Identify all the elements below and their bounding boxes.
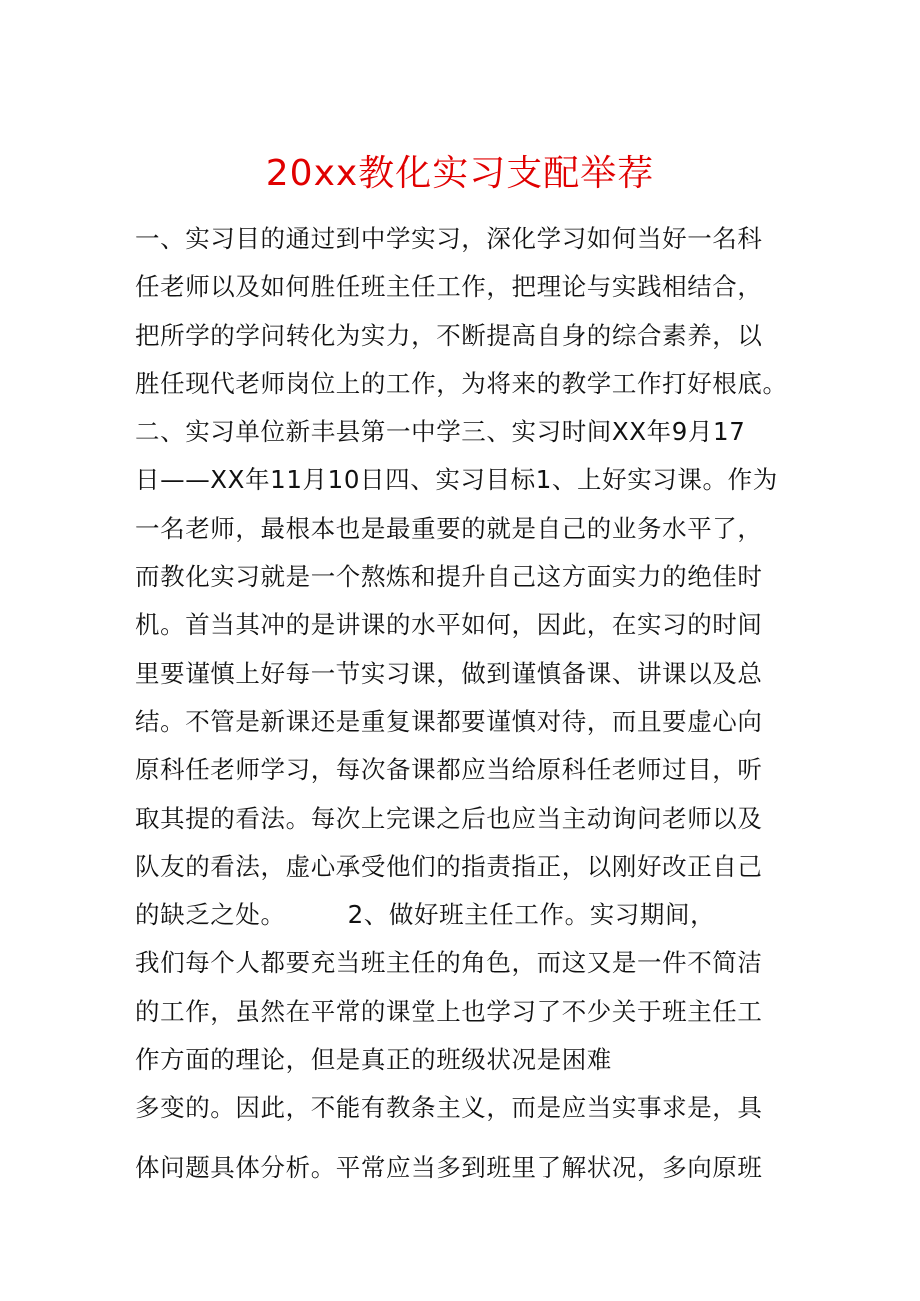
body-line-end: 2、做好班主任工作。实习期间， [347,900,716,930]
body-line: 日——XX年11月10日四、实习目标1、上好实习课。作为 [135,465,778,495]
body-line: 任老师以及如何胜任班主任工作，把理论与实践相结合， [135,272,763,302]
document-body [135,215,815,1240]
body-line: 机。首当其冲的是讲课的水平如何，因此，在实习的时间 [135,610,763,640]
body-line: 的工作，虽然在平常的课堂上也学习了不少关于班主任工 [135,996,763,1026]
body-line: 结。不管是新课还是重复课都要谨慎对待，而且要虚心向 [135,706,763,736]
body-line: 把所学的学问转化为实力，不断提高自身的综合素养，以 [135,320,763,350]
document-title: 20xx教化实习支配举荐 [265,153,655,194]
body-line: 里要谨慎上好每一节实习课，做到谨慎备课、讲课以及总 [135,658,763,688]
body-line [135,1192,815,1240]
body-line: 体问题具体分析。平常应当多到班里了解状况，多向原班 [135,1152,763,1182]
body-line: 我们每个人都要充当班主任的角色，而这又是一件不简洁 [135,948,763,978]
body-line: 取其提的看法。每次上完课之后也应当主动询问老师以及 [135,803,763,833]
body-line: 队友的看法，虚心承受他们的指责指正，以刚好改正自己 [135,851,763,881]
body-line: 原科任老师学习，每次备课都应当给原科任老师过目，听 [135,755,763,785]
body-line: 而教化实习就是一个熬炼和提升自己这方面实力的绝佳时 [135,562,763,592]
body-line: 作方面的理论，但是真正的班级状况是困难 [135,1045,612,1075]
body-line: 二、实习单位新丰县第一中学三、实习时间XX年9月17 [135,417,746,447]
body-line: 一名老师，最根本也是最重要的就是自己的业务水平了， [135,513,763,543]
body-line: 多变的。因此，不能有教条主义，而是应当实事求是，具 [135,1093,763,1123]
body-line: 胜任现代老师岗位上的工作，为将来的教学工作打好根底。 [135,368,788,398]
body-line: 一、实习目的通过到中学实习，深化学习如何当好一名科 [135,224,763,253]
body-line-start: 的缺乏之处。 [135,900,286,930]
body-line-split [135,891,815,939]
